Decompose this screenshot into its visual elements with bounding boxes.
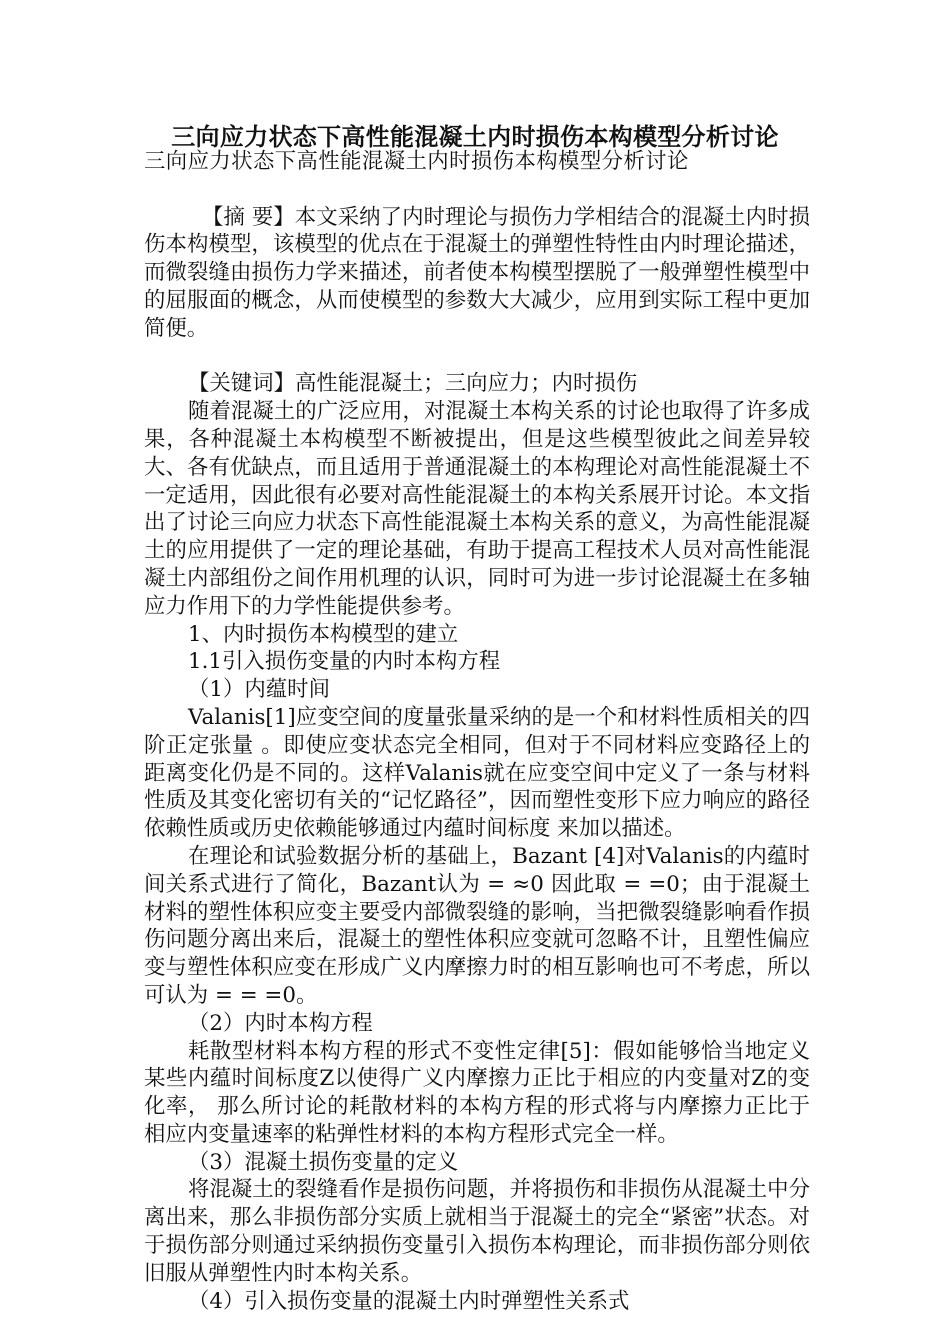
document-body [144,148,810,1315]
document-subtitle: 三向应力状态下高性能混凝土内时损伤本构模型分析讨论 [144,149,689,174]
blank-line [144,343,810,371]
paragraph-constitutive-law: 耗散型材料本构方程的形式不变性定律[5]：假如能够恰当地定义某些内蕴时间标度Z以使得广义内摩擦力正比于相应的内变量对Z的变化率， 那么所讨论的耗散材料的本构方程的形式将与内摩擦力正比于相应内变量速率的粘弹性材料的本构方程形式完全一样。 [144,1038,810,1147]
subsection-heading-4: （4）引入损伤变量的混凝土内时弹塑性关系式 [188,1288,630,1314]
intro-paragraph: 随着混凝土的广泛应用，对混凝土本构关系的讨论也取得了许多成果，各种混凝土本构模型不断被提出，但是这些模型彼此之间差异较大、各有优缺点，而且适用于普通混凝土的本构理论对高性能混凝土不一定适用，因此很有必要对高性能混凝土的本构关系展开讨论。本文指出了讨论三向应力状态下高性能混凝土本构关系的意义，为高性能混凝土的应用提供了一定的理论基础，有助于提高工程技术人员对高性能混凝土内部组份之间作用机理的认识，同时可为进一步讨论混凝土在多轴应力作用下的力学性能提供参考。 [144,399,810,619]
section-heading-1: 1、内时损伤本构模型的建立 [188,621,459,647]
paragraph-damage-definition: 将混凝土的裂缝看作是损伤问题，并将损伤和非损伤从混凝土中分离出来，那么非损伤部分实质上就相当于混凝土的完全“紧密”状态。对于损伤部分则通过采纳损伤变量引入损伤本构理论，而非损伤部分则依旧服从弹塑性内时本构关系。 [144,1177,810,1286]
paragraph-valanis: Valanis[1]应变空间的度量张量采纳的是一个和材料性质相关的四阶正定张量 。即使应变状态完全相同，但对于不同材料应变路径上的距离变化仍是不同的。这样Valanis就在应变空间中定义了一条与材料性质及其变化密切有关的“记忆路径”，因而塑性变形下应力响应的路径依赖性质或历史依赖能够通过内蕴时间标度 来加以描述。 [144,704,810,842]
subsection-heading-2: （2）内时本构方程 [188,1010,373,1036]
abstract-paragraph: 【摘 要】本文采纳了内时理论与损伤力学相结合的混凝土内时损伤本构模型，该模型的优点在于混凝土的弹塑性特性由内时理论描述，而微裂缝由损伤力学来描述，前者使本构模型摆脱了一般弹塑性模型中的屈服面的概念，从而使模型的参数大大减少，应用到实际工程中更加简便。 [144,204,810,341]
subsection-heading-3: （3）混凝土损伤变量的定义 [188,1149,459,1175]
section-heading-1-1: 1.1引入损伤变量的内时本构方程 [188,649,501,675]
paragraph-bazant: 在理论和试验数据分析的基础上，Bazant [4]对Valanis的内蕴时间关系式进行了简化，Bazant认为 = ≈0 因此取 = =0；由于混凝土材料的塑性体积应变主要受内部微裂缝的影响，当把微裂缝影响看作损伤问题分离出来后，混凝土的塑性体积应变就可忽略不计，且塑性偏应变与塑性体积应变在形成广义内摩擦力时的相互影响也可不考虑，所以可认为 = = =0。 [144,843,810,1008]
subsection-heading-1: （1）内蕴时间 [188,677,330,703]
document-title: 三向应力状态下高性能混凝土内时损伤本构模型分析讨论 [171,123,779,151]
blank-line [144,176,810,204]
keywords-line: 【关键词】高性能混凝土；三向应力；内时损伤 [188,371,638,397]
